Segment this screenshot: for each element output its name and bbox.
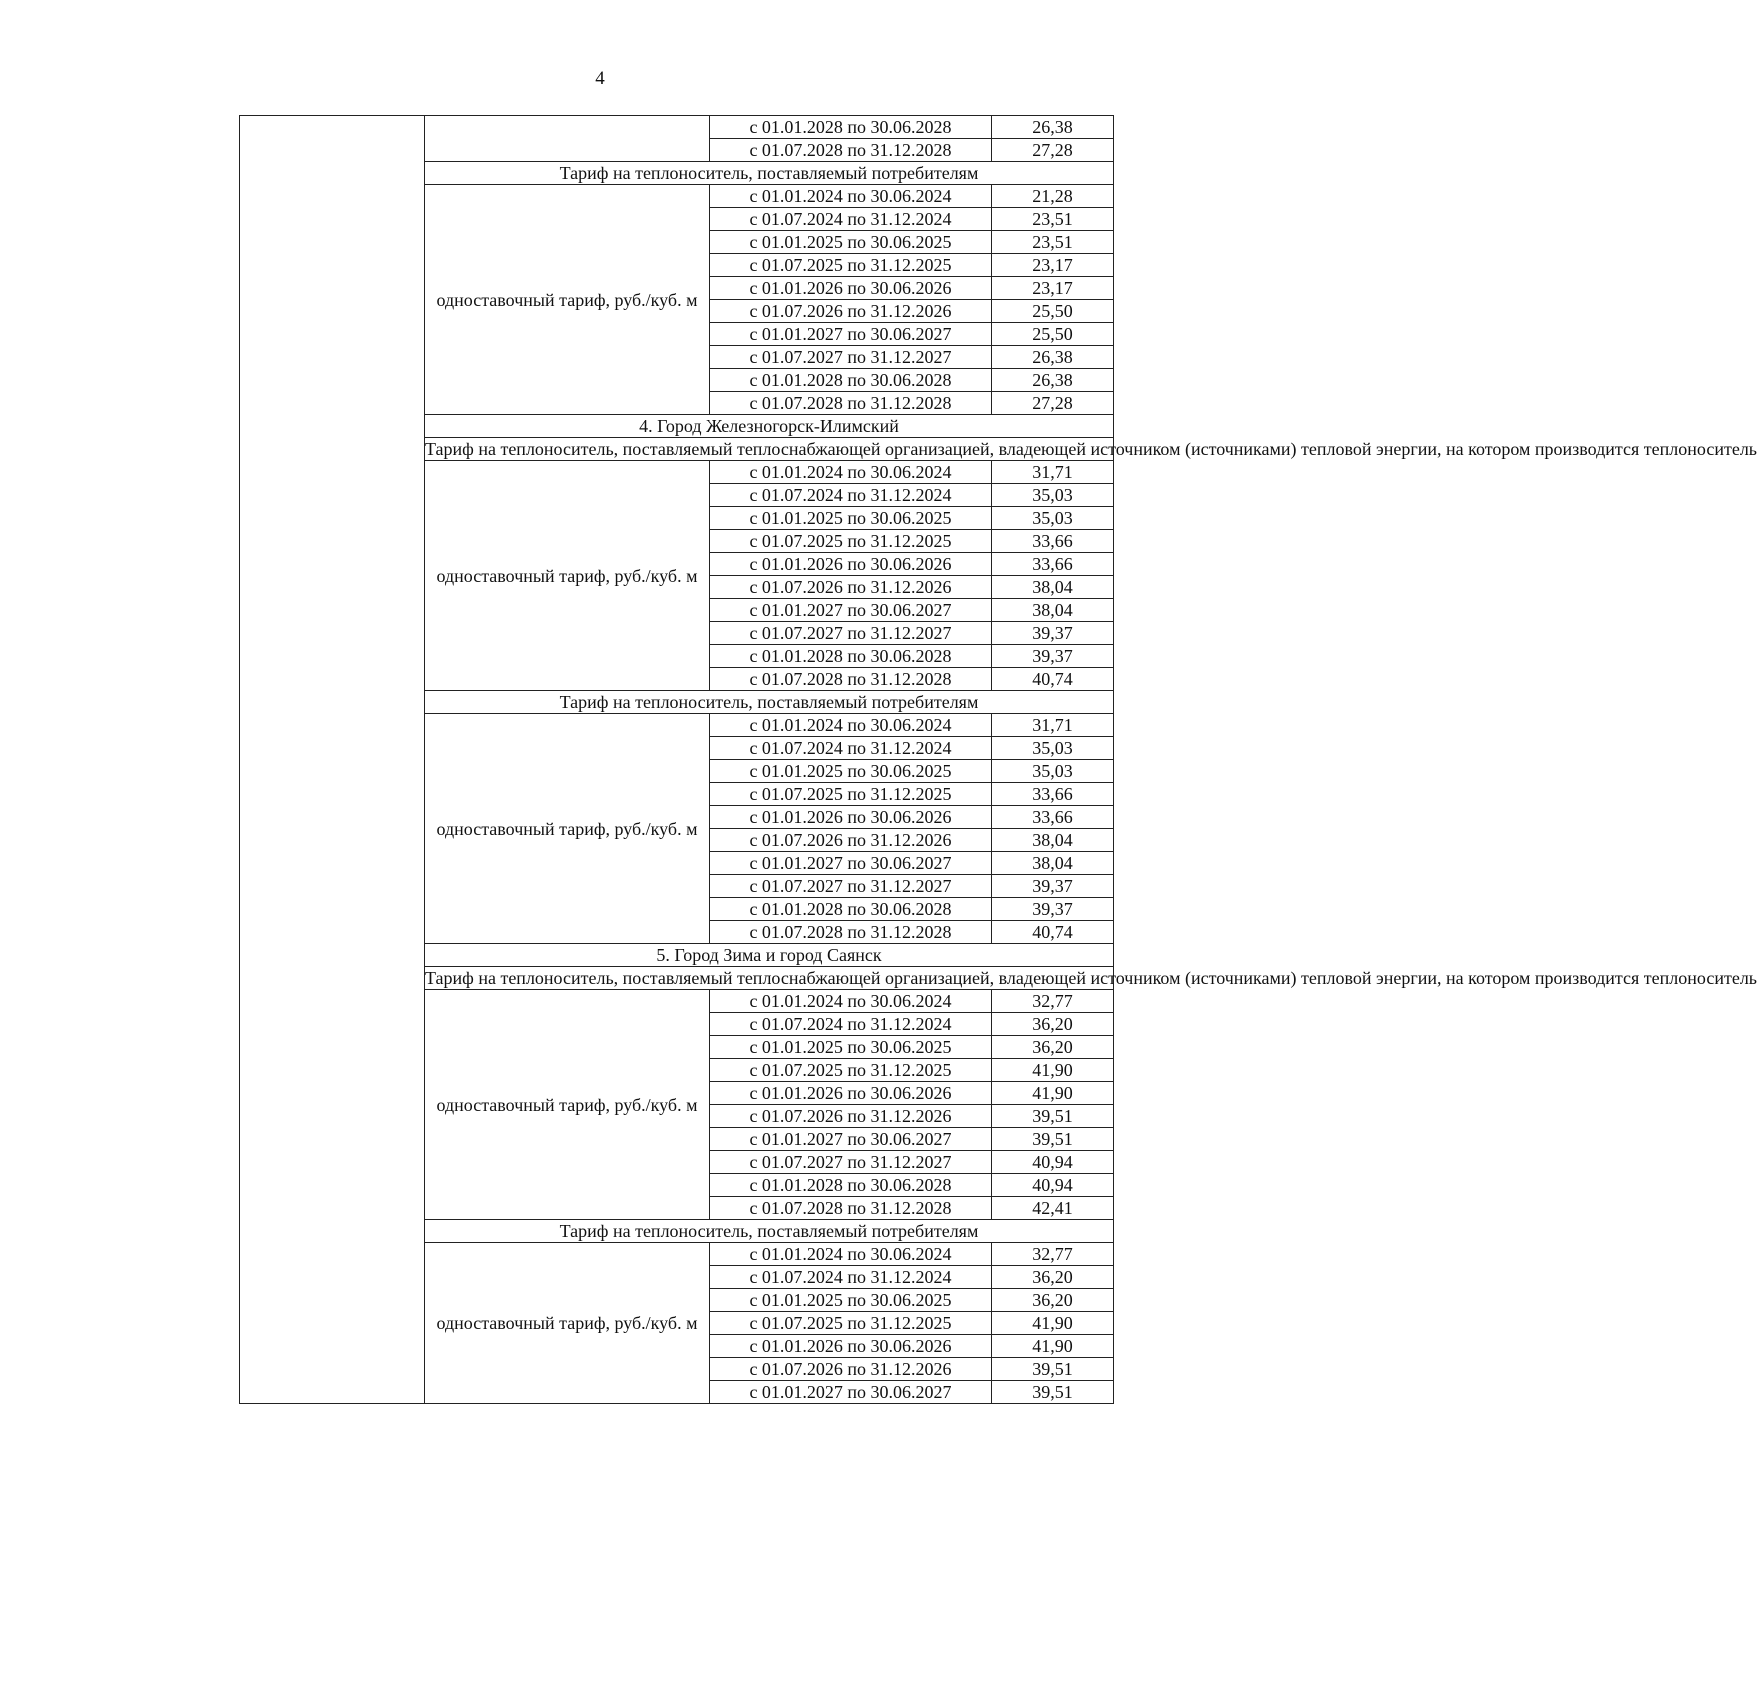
- tariff-value-cell: 36,20: [992, 1266, 1114, 1289]
- tariff-value-cell: 39,51: [992, 1105, 1114, 1128]
- period-cell: с 01.07.2024 по 31.12.2024: [710, 737, 992, 760]
- tariff-value-cell: 35,03: [992, 507, 1114, 530]
- period-cell: с 01.07.2028 по 31.12.2028: [710, 1197, 992, 1220]
- period-cell: с 01.07.2024 по 31.12.2024: [710, 484, 992, 507]
- section-title: 4. Город Железногорск-Илимский: [425, 415, 1114, 438]
- left-blank-column: [240, 116, 425, 1404]
- tariff-value-cell: 26,38: [992, 116, 1114, 139]
- period-cell: с 01.07.2026 по 31.12.2026: [710, 1105, 992, 1128]
- period-cell: с 01.01.2025 по 30.06.2025: [710, 1036, 992, 1059]
- tariff-value-cell: 40,74: [992, 668, 1114, 691]
- tariff-value-cell: 39,51: [992, 1358, 1114, 1381]
- tariff-value-cell: 26,38: [992, 346, 1114, 369]
- period-cell: с 01.01.2025 по 30.06.2025: [710, 760, 992, 783]
- period-cell: с 01.01.2028 по 30.06.2028: [710, 898, 992, 921]
- period-cell: с 01.01.2025 по 30.06.2025: [710, 507, 992, 530]
- period-cell: с 01.07.2025 по 31.12.2025: [710, 1312, 992, 1335]
- rate-name-cell: одноставочный тариф, руб./куб. м: [425, 461, 710, 691]
- period-cell: с 01.01.2025 по 30.06.2025: [710, 231, 992, 254]
- tariff-value-cell: 38,04: [992, 852, 1114, 875]
- period-cell: с 01.01.2027 по 30.06.2027: [710, 1128, 992, 1151]
- rate-name-cell: одноставочный тариф, руб./куб. м: [425, 990, 710, 1220]
- section-title: 5. Город Зима и город Саянск: [425, 944, 1114, 967]
- tariff-value-cell: 36,20: [992, 1289, 1114, 1312]
- tariff-table: [239, 115, 1757, 1404]
- tariff-value-cell: 41,90: [992, 1059, 1114, 1082]
- tariff-header: Тариф на теплоноситель, поставляемый потребителям: [425, 162, 1114, 185]
- tariff-value-cell: 38,04: [992, 576, 1114, 599]
- page-number: 4: [595, 68, 605, 89]
- period-cell: с 01.01.2027 по 30.06.2027: [710, 852, 992, 875]
- period-cell: с 01.01.2026 по 30.06.2026: [710, 277, 992, 300]
- tariff-header: Тариф на теплоноситель, поставляемый потребителям: [425, 1220, 1114, 1243]
- period-cell: с 01.07.2027 по 31.12.2027: [710, 1151, 992, 1174]
- tariff-value-cell: 39,37: [992, 875, 1114, 898]
- tariff-value-cell: 39,37: [992, 622, 1114, 645]
- rate-name-cell: [425, 116, 710, 162]
- period-cell: с 01.07.2025 по 31.12.2025: [710, 530, 992, 553]
- tariff-value-cell: 33,66: [992, 806, 1114, 829]
- period-cell: с 01.07.2025 по 31.12.2025: [710, 254, 992, 277]
- tariff-value-cell: 31,71: [992, 461, 1114, 484]
- period-cell: с 01.01.2027 по 30.06.2027: [710, 1381, 992, 1404]
- period-cell: с 01.01.2024 по 30.06.2024: [710, 714, 992, 737]
- tariff-header: Тариф на теплоноситель, поставляемый потребителям: [425, 691, 1114, 714]
- tariff-value-cell: 36,20: [992, 1036, 1114, 1059]
- tariff-value-cell: 27,28: [992, 392, 1114, 415]
- tariff-value-cell: 33,66: [992, 783, 1114, 806]
- tariff-value-cell: 33,66: [992, 530, 1114, 553]
- period-cell: с 01.07.2027 по 31.12.2027: [710, 875, 992, 898]
- tariff-value-cell: 41,90: [992, 1335, 1114, 1358]
- tariff-value-cell: 40,74: [992, 921, 1114, 944]
- period-cell: с 01.07.2026 по 31.12.2026: [710, 300, 992, 323]
- period-cell: с 01.07.2024 по 31.12.2024: [710, 1266, 992, 1289]
- tariff-value-cell: 36,20: [992, 1013, 1114, 1036]
- tariff-table-body: [240, 116, 1757, 1404]
- rate-name-cell: одноставочный тариф, руб./куб. м: [425, 1243, 710, 1404]
- tariff-value-cell: 23,17: [992, 254, 1114, 277]
- period-cell: с 01.01.2028 по 30.06.2028: [710, 645, 992, 668]
- period-cell: с 01.01.2025 по 30.06.2025: [710, 1289, 992, 1312]
- period-cell: с 01.07.2024 по 31.12.2024: [710, 1013, 992, 1036]
- rate-name-cell: одноставочный тариф, руб./куб. м: [425, 714, 710, 944]
- tariff-value-cell: 35,03: [992, 737, 1114, 760]
- period-cell: с 01.07.2027 по 31.12.2027: [710, 622, 992, 645]
- tariff-value-cell: 32,77: [992, 990, 1114, 1013]
- period-cell: с 01.01.2024 по 30.06.2024: [710, 1243, 992, 1266]
- period-cell: с 01.07.2025 по 31.12.2025: [710, 783, 992, 806]
- tariff-value-cell: 39,51: [992, 1381, 1114, 1404]
- period-cell: с 01.07.2026 по 31.12.2026: [710, 1358, 992, 1381]
- period-cell: с 01.07.2026 по 31.12.2026: [710, 829, 992, 852]
- tariff-value-cell: 32,77: [992, 1243, 1114, 1266]
- tariff-value-cell: 38,04: [992, 599, 1114, 622]
- period-cell: с 01.07.2026 по 31.12.2026: [710, 576, 992, 599]
- tariff-value-cell: 41,90: [992, 1312, 1114, 1335]
- period-cell: с 01.07.2024 по 31.12.2024: [710, 208, 992, 231]
- period-cell: с 01.01.2028 по 30.06.2028: [710, 116, 992, 139]
- period-cell: с 01.07.2028 по 31.12.2028: [710, 921, 992, 944]
- tariff-value-cell: 42,41: [992, 1197, 1114, 1220]
- tariff-value-cell: 26,38: [992, 369, 1114, 392]
- tariff-value-cell: 35,03: [992, 760, 1114, 783]
- tariff-value-cell: 31,71: [992, 714, 1114, 737]
- tariff-value-cell: 40,94: [992, 1151, 1114, 1174]
- period-cell: с 01.01.2024 по 30.06.2024: [710, 990, 992, 1013]
- tariff-value-cell: 38,04: [992, 829, 1114, 852]
- tariff-value-cell: 40,94: [992, 1174, 1114, 1197]
- tariff-value-cell: 23,51: [992, 208, 1114, 231]
- period-cell: с 01.01.2028 по 30.06.2028: [710, 1174, 992, 1197]
- period-cell: с 01.07.2025 по 31.12.2025: [710, 1059, 992, 1082]
- period-cell: с 01.07.2028 по 31.12.2028: [710, 392, 992, 415]
- period-cell: с 01.01.2027 по 30.06.2027: [710, 323, 992, 346]
- tariff-value-cell: 23,51: [992, 231, 1114, 254]
- tariff-value-cell: 41,90: [992, 1082, 1114, 1105]
- tariff-value-cell: 35,03: [992, 484, 1114, 507]
- tariff-value-cell: 33,66: [992, 553, 1114, 576]
- tariff-value-cell: 39,51: [992, 1128, 1114, 1151]
- tariff-value-cell: 23,17: [992, 277, 1114, 300]
- tariff-value-cell: 39,37: [992, 645, 1114, 668]
- period-cell: с 01.07.2027 по 31.12.2027: [710, 346, 992, 369]
- tariff-value-cell: 39,37: [992, 898, 1114, 921]
- period-cell: с 01.01.2026 по 30.06.2026: [710, 806, 992, 829]
- period-cell: с 01.01.2026 по 30.06.2026: [710, 1335, 992, 1358]
- rate-name-cell: одноставочный тариф, руб./куб. м: [425, 185, 710, 415]
- period-cell: с 01.07.2028 по 31.12.2028: [710, 139, 992, 162]
- tariff-value-cell: 21,28: [992, 185, 1114, 208]
- tariff-header: Тариф на теплоноситель, поставляемый теплоснабжающей организацией, владеющей источником (источниками) тепловой энергии, на котором производится теплоноситель: [425, 968, 1757, 988]
- tariff-value-cell: 25,50: [992, 300, 1114, 323]
- tariff-header: Тариф на теплоноситель, поставляемый теплоснабжающей организацией, владеющей источником (источниками) тепловой энергии, на котором производится теплоноситель: [425, 439, 1757, 459]
- period-cell: с 01.01.2024 по 30.06.2024: [710, 185, 992, 208]
- tariff-value-cell: 27,28: [992, 139, 1114, 162]
- tariff-value-cell: 25,50: [992, 323, 1114, 346]
- table-row: [240, 116, 1114, 139]
- period-cell: с 01.01.2026 по 30.06.2026: [710, 553, 992, 576]
- period-cell: с 01.01.2024 по 30.06.2024: [710, 461, 992, 484]
- period-cell: с 01.01.2026 по 30.06.2026: [710, 1082, 992, 1105]
- period-cell: с 01.01.2027 по 30.06.2027: [710, 599, 992, 622]
- period-cell: с 01.07.2028 по 31.12.2028: [710, 668, 992, 691]
- period-cell: с 01.01.2028 по 30.06.2028: [710, 369, 992, 392]
